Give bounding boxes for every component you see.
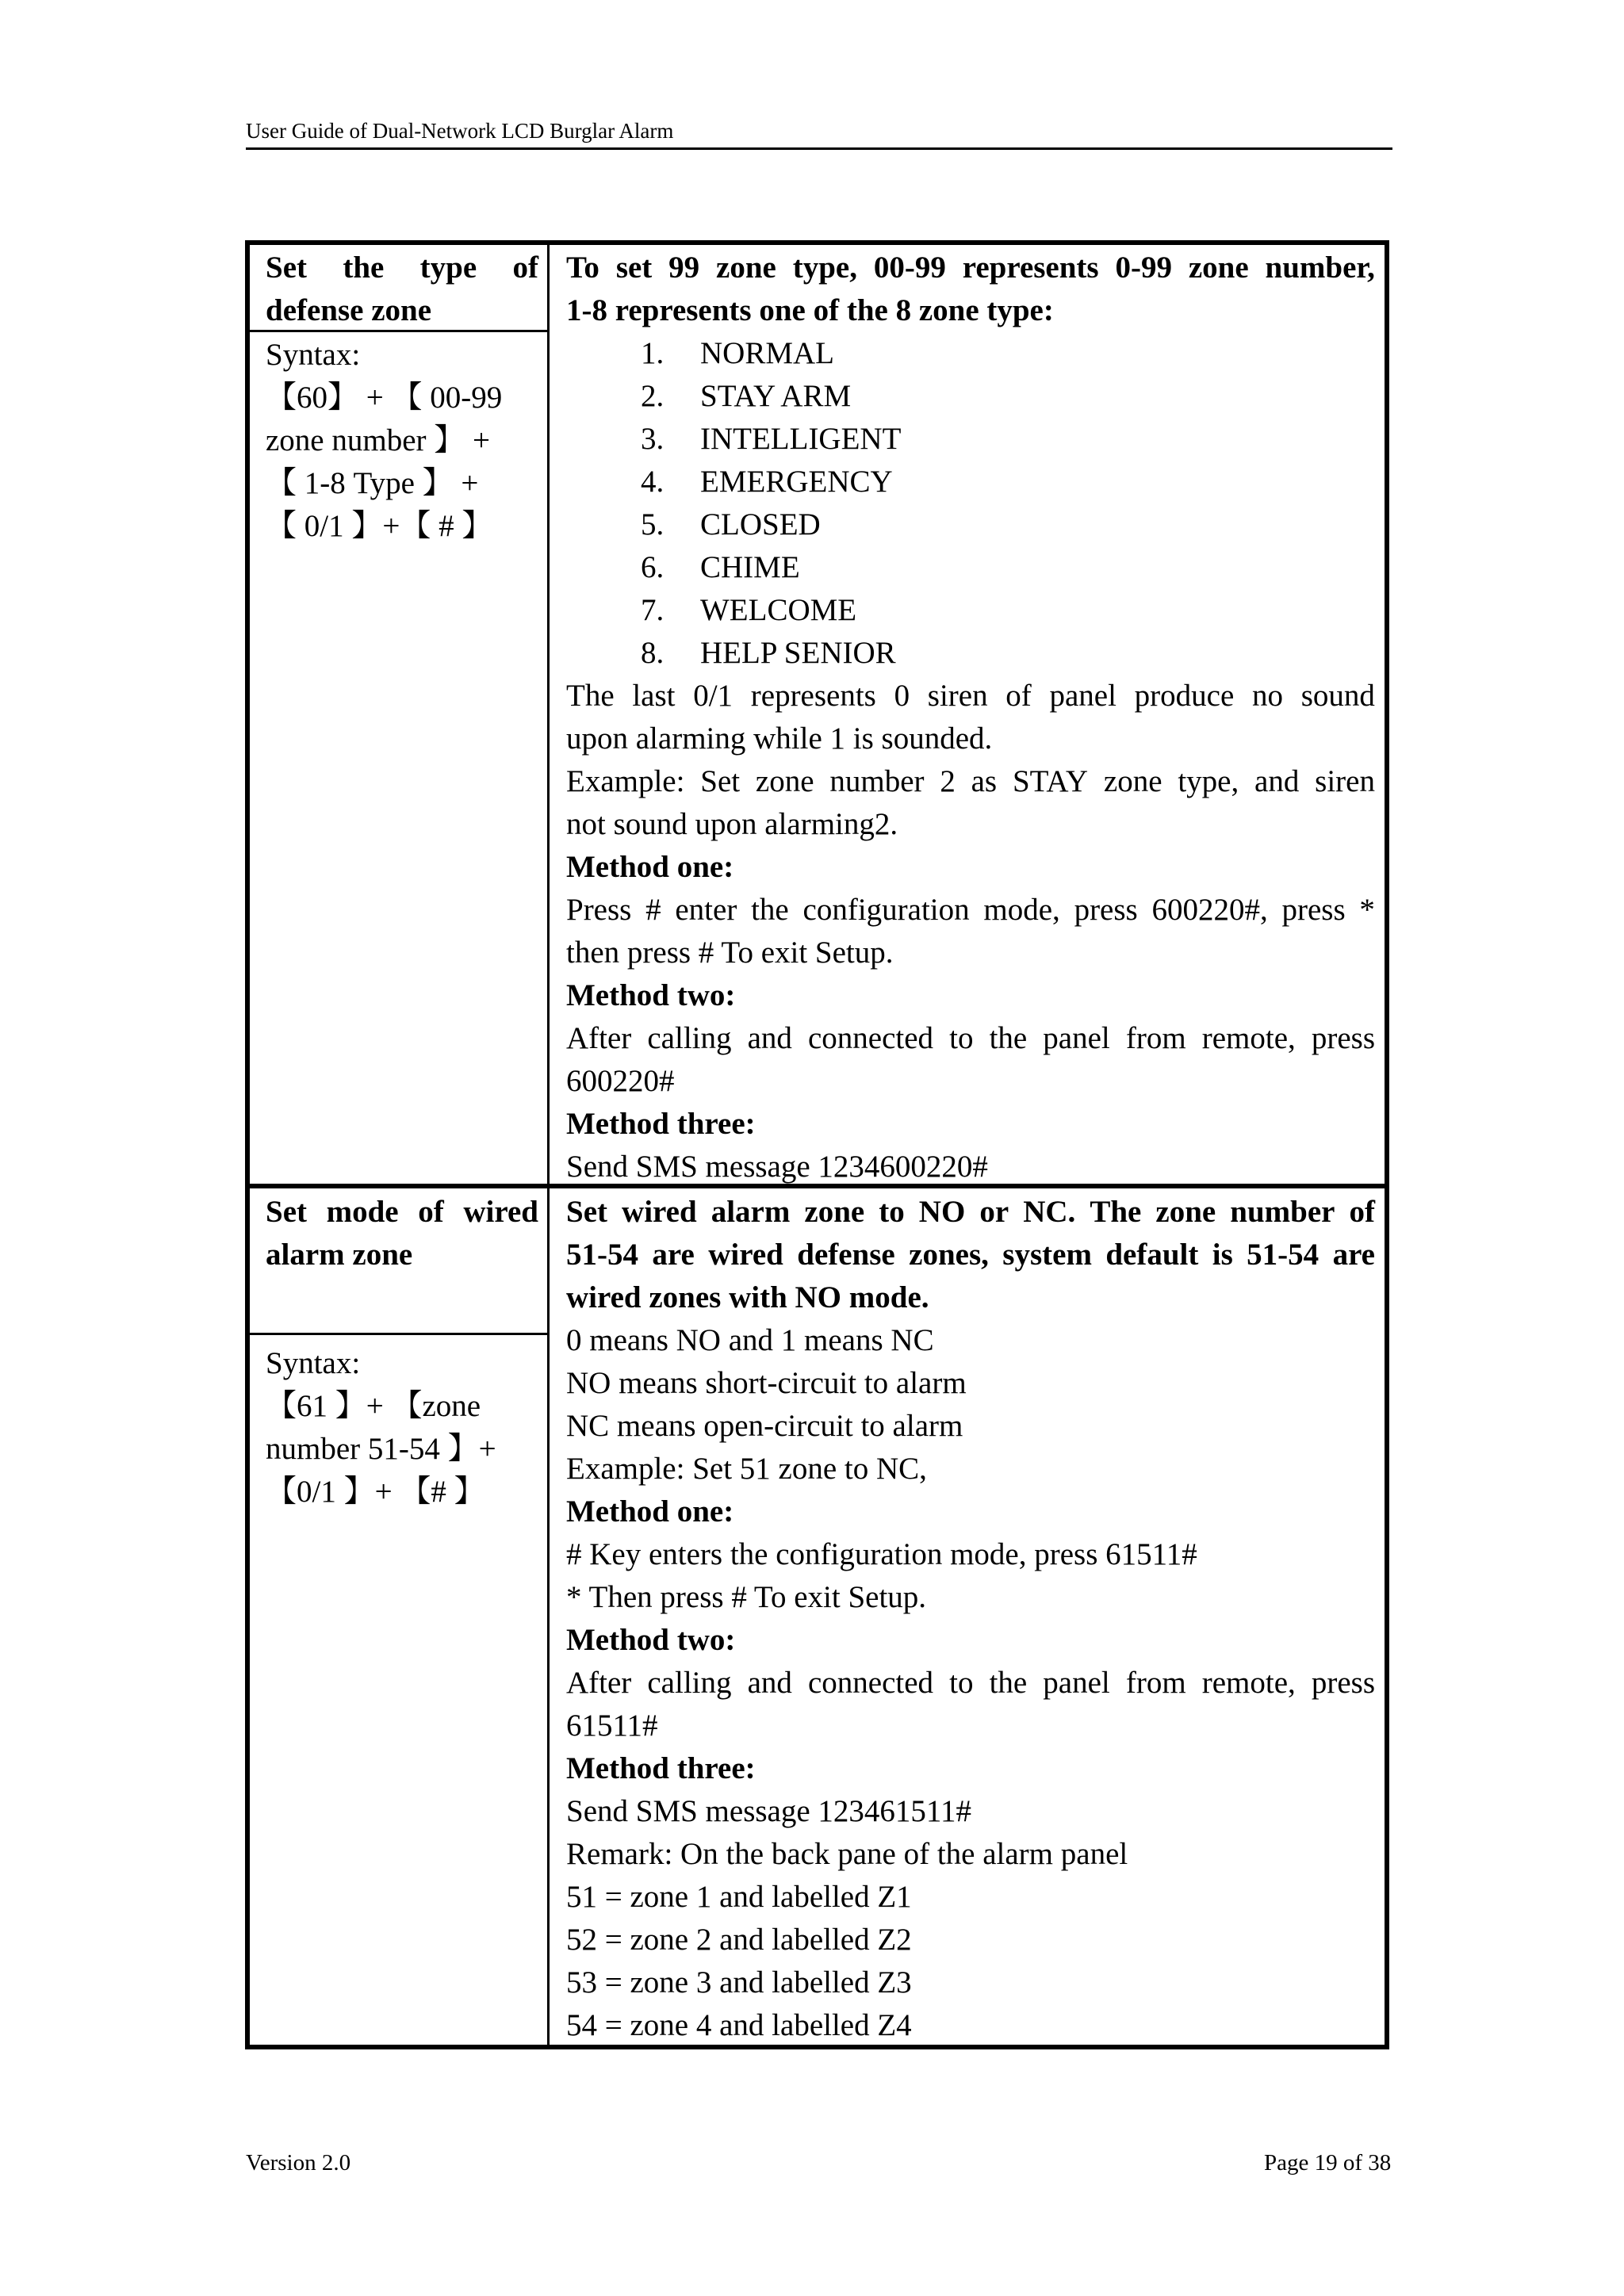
word: NC. <box>1023 1195 1076 1229</box>
word: 0 <box>894 679 910 713</box>
word: zone <box>1188 251 1249 285</box>
word: is <box>1212 1238 1233 1272</box>
word: remote, <box>1201 1666 1296 1700</box>
body-line: 0 means NO and 1 means NC <box>566 1323 934 1357</box>
word: STAY <box>1012 764 1089 798</box>
word: type, <box>1178 764 1239 798</box>
word: Press <box>566 893 632 927</box>
title-line <box>266 247 538 289</box>
heading-line <box>566 1191 1375 1234</box>
list-item: 6. CHIME <box>641 550 800 584</box>
word: siren <box>927 679 988 713</box>
heading-line <box>566 247 1375 289</box>
column-divider <box>547 245 550 2045</box>
title-line: alarm zone <box>266 1238 413 1272</box>
word: type <box>419 251 477 285</box>
word: of <box>418 1195 444 1229</box>
word: mode, <box>983 893 1060 927</box>
word: the <box>751 893 789 927</box>
section2-title <box>266 1191 538 1276</box>
word: press <box>1281 893 1346 927</box>
word: 51-54 <box>566 1238 638 1272</box>
word: the <box>343 251 385 285</box>
word: the <box>989 1666 1028 1700</box>
word: Set <box>266 251 307 285</box>
word: panel <box>1049 679 1116 713</box>
remark-line: 53 = zone 3 and labelled Z3 <box>566 1965 912 1999</box>
word: 2 <box>940 764 956 798</box>
body-line <box>566 1017 1375 1060</box>
method-heading: Method one: <box>566 850 734 884</box>
word: siren <box>1315 764 1375 798</box>
document-title: User Guide of Dual-Network LCD Burglar Alarm <box>246 119 674 143</box>
word: mode <box>326 1195 399 1229</box>
word: The <box>1090 1195 1142 1229</box>
word: system <box>1002 1238 1092 1272</box>
heading-line: 1-8 represents one of the 8 zone type: <box>566 293 1054 327</box>
word: 600220#, <box>1151 893 1268 927</box>
section1-content <box>566 247 1375 1188</box>
word: After <box>566 1021 632 1055</box>
word: 00-99 <box>873 251 946 285</box>
remark-line: 52 = zone 2 and labelled Z2 <box>566 1923 912 1957</box>
method-heading: Method one: <box>566 1494 734 1529</box>
word: To <box>566 251 599 285</box>
word: The <box>566 679 615 713</box>
word: press <box>1311 1666 1375 1700</box>
remark-line: 51 = zone 1 and labelled Z1 <box>566 1880 912 1914</box>
word: # <box>645 893 661 927</box>
word: wired <box>463 1195 538 1229</box>
method-heading: Method three: <box>566 1107 756 1141</box>
word: as <box>971 764 998 798</box>
body-line: NO means short-circuit to alarm <box>566 1366 967 1400</box>
body-line: upon alarming while 1 is sounded. <box>566 721 993 756</box>
method-heading: Method two: <box>566 978 736 1012</box>
syntax-line: 【 1-8 Type 】 + <box>266 466 479 500</box>
heading-line <box>566 1234 1375 1276</box>
syntax-line: zone number 】 + <box>266 423 490 457</box>
word: no <box>1251 679 1283 713</box>
word: zone <box>755 764 814 798</box>
syntax-line: 【60】 + 【 00-99 <box>266 381 503 415</box>
word: to <box>949 1666 974 1700</box>
word: number <box>829 764 925 798</box>
word: of <box>1349 1195 1375 1229</box>
body-line: not sound upon alarming2. <box>566 807 898 841</box>
word: to <box>879 1195 905 1229</box>
word: alarm <box>710 1195 791 1229</box>
body-line: * Then press # To exit Setup. <box>566 1580 927 1614</box>
word: of <box>1005 679 1032 713</box>
word: After <box>566 1666 632 1700</box>
list-item: 4. EMERGENCY <box>641 465 893 499</box>
word: wired <box>622 1195 697 1229</box>
body-line: Send SMS message 1234600220# <box>566 1150 988 1184</box>
word: and <box>747 1021 792 1055</box>
list-item: 2. STAY ARM <box>641 379 852 413</box>
word: and <box>747 1666 792 1700</box>
list-item: 8. HELP SENIOR <box>641 636 896 670</box>
body-line <box>566 675 1375 718</box>
list-item: 5. CLOSED <box>641 507 821 541</box>
word: represents <box>962 251 1099 285</box>
syntax-label: Syntax: <box>266 1346 361 1380</box>
word: zones, <box>909 1238 989 1272</box>
list-item: 7. WELCOME <box>641 593 857 627</box>
word: produce <box>1134 679 1235 713</box>
section1-syntax <box>266 334 538 548</box>
word: and <box>1254 764 1300 798</box>
heading-line: wired zones with NO mode. <box>566 1280 929 1314</box>
body-line: # Key enters the configuration mode, press 61511# <box>566 1537 1197 1571</box>
word: type, <box>792 251 857 285</box>
list-item: 1. NORMAL <box>641 336 835 370</box>
word: panel <box>1043 1666 1110 1700</box>
body-line: NC means open-circuit to alarm <box>566 1409 963 1443</box>
word: last <box>632 679 676 713</box>
word: panel <box>1043 1021 1110 1055</box>
word: connected <box>807 1666 934 1700</box>
body-line <box>566 889 1375 932</box>
word: zone <box>804 1195 865 1229</box>
word: set <box>615 251 653 285</box>
word: Set <box>700 764 741 798</box>
section2-syntax <box>266 1342 538 1513</box>
syntax-line: 【61 】+ 【zone <box>266 1389 481 1423</box>
word: remote, <box>1201 1021 1296 1055</box>
word: connected <box>807 1021 934 1055</box>
syntax-label: Syntax: <box>266 338 361 372</box>
section1-title <box>266 247 538 332</box>
word: zone <box>1155 1195 1216 1229</box>
word: 99 <box>668 251 700 285</box>
title-line: defense zone <box>266 293 432 327</box>
list-item: 3. INTELLIGENT <box>641 422 902 456</box>
zone-type-list <box>566 332 1375 675</box>
word: represents <box>750 679 876 713</box>
word: calling <box>647 1021 732 1055</box>
section2-content <box>566 1191 1375 2047</box>
syntax-line: 【0/1 】+ 【# 】 <box>266 1475 485 1509</box>
word: 0-99 <box>1115 251 1172 285</box>
method-heading: Method two: <box>566 1623 736 1657</box>
word: from <box>1125 1021 1186 1055</box>
word: are <box>1332 1238 1375 1272</box>
word: default <box>1105 1238 1199 1272</box>
body-line: Send SMS message 123461511# <box>566 1794 971 1828</box>
syntax-line: 【 0/1 】+【 # 】 <box>266 509 493 543</box>
body-line: 61511# <box>566 1709 658 1743</box>
body-line <box>566 1662 1375 1705</box>
word: * <box>1359 893 1375 927</box>
word: 51-54 <box>1247 1238 1320 1272</box>
word: are <box>652 1238 695 1272</box>
word: the <box>989 1021 1028 1055</box>
word: zone <box>1103 764 1162 798</box>
body-line <box>566 760 1375 803</box>
remark-line: 54 = zone 4 and labelled Z4 <box>566 2008 912 2042</box>
word: Set <box>266 1195 307 1229</box>
word: calling <box>647 1666 732 1700</box>
page-header <box>246 116 1392 150</box>
word: press <box>1074 893 1138 927</box>
word: NO <box>918 1195 966 1229</box>
page-number: Page 19 of 38 <box>1264 2150 1392 2175</box>
word: press <box>1311 1021 1375 1055</box>
word: number, <box>1265 251 1375 285</box>
syntax-line: number 51-54 】+ <box>266 1432 496 1466</box>
body-line: then press # To exit Setup. <box>566 936 894 970</box>
word: to <box>949 1021 974 1055</box>
word: defense <box>797 1238 895 1272</box>
word: Set <box>566 1195 607 1229</box>
word: zone <box>716 251 776 285</box>
word: configuration <box>802 893 970 927</box>
body-line: Example: Set 51 zone to NC, <box>566 1452 927 1486</box>
word: or <box>979 1195 1009 1229</box>
body-line: 600220# <box>566 1064 675 1098</box>
word: wired <box>708 1238 783 1272</box>
title-line <box>266 1191 538 1234</box>
remark-line: Remark: On the back pane of the alarm panel <box>566 1837 1128 1871</box>
word: enter <box>675 893 737 927</box>
word: from <box>1125 1666 1186 1700</box>
method-heading: Method three: <box>566 1751 756 1785</box>
version-label: Version 2.0 <box>246 2150 351 2175</box>
word: 0/1 <box>693 679 733 713</box>
word: sound <box>1300 679 1375 713</box>
command-table <box>245 240 1389 2049</box>
word: of <box>512 251 538 285</box>
word: number <box>1230 1195 1335 1229</box>
row-divider <box>250 1333 547 1335</box>
word: Example: <box>566 764 685 798</box>
